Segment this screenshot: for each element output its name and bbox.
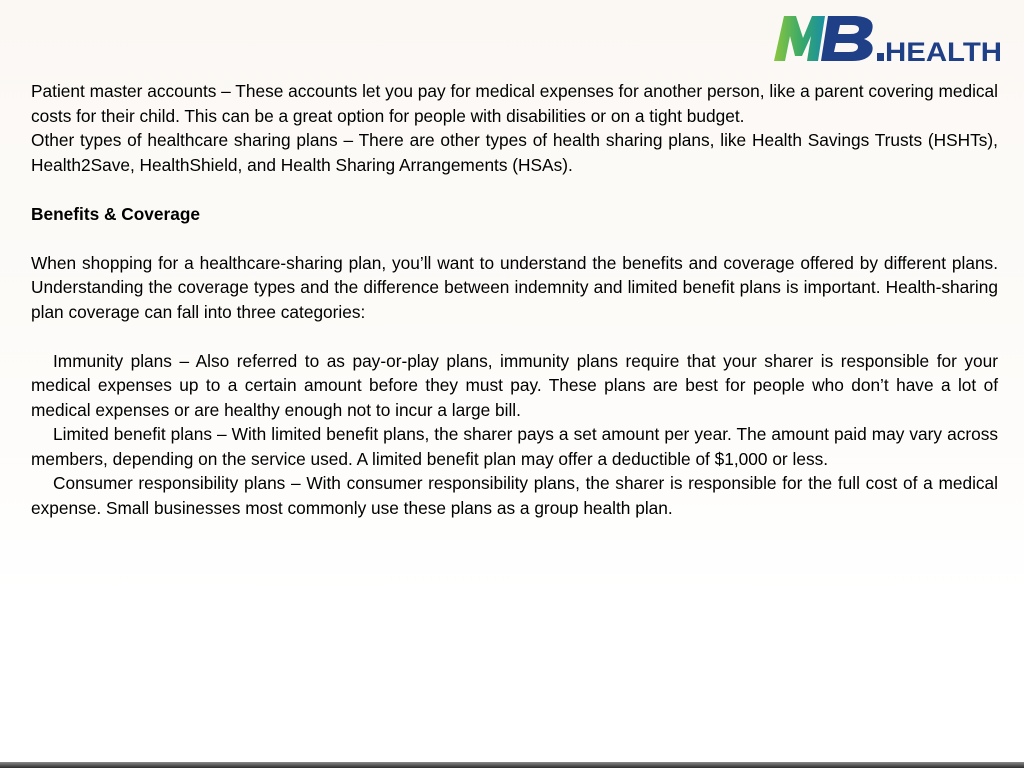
- spacer: [31, 324, 998, 349]
- paragraph-patient-master-accounts: Patient master accounts – These accounts let you pay for medical expenses for another person, like a parent covering medical costs for their child. This can be a great option for people with disabilities or on a tight budget.: [31, 81, 998, 126]
- section-heading: Benefits & Coverage: [31, 203, 201, 224]
- svg-text:HEALTH: HEALTH: [885, 37, 1002, 66]
- paragraph-immunity-plans: Immunity plans – Also referred to as pay-or-play plans, immunity plans require that your sharer is responsible for your medical expenses up to a certain amount before they must pay. These plans are best for people who don’t have a lot of medical expenses or are healthy enough not to incur a large bill.: [31, 350, 998, 420]
- slide-bottom-border: [0, 762, 1024, 768]
- paragraph-consumer-responsibility-plans: Consumer responsibility plans – With consumer responsibility plans, the sharer is responsible for the full cost of a medical expense. Small businesses most commonly use these plans as a group health plan.: [31, 473, 998, 518]
- logo-mark-icon: [772, 12, 1004, 66]
- spacer: [31, 226, 998, 251]
- spacer: [31, 177, 998, 202]
- document-body: [31, 79, 998, 520]
- paragraph-limited-benefit-plans: Limited benefit plans – With limited benefit plans, the sharer pays a set amount per year. The amount paid may vary across members, depending on the service used. A limited benefit plan may offer a deductible of $1,000 or less.: [31, 424, 998, 469]
- mb-health-logo: [772, 12, 1004, 66]
- paragraph-other-healthcare-sharing-plans: Other types of healthcare sharing plans – There are other types of health sharing plans, like Health Savings Trusts (HSHTs), Health2Save, HealthShield, and Health Sharing Arrangements (HSAs).: [31, 130, 998, 175]
- paragraph-coverage-intro: When shopping for a healthcare-sharing plan, you’ll want to understand the benefits and coverage offered by different plans. Understanding the coverage types and the difference between indemnity and limited benefit plans is important. Health-sharing plan coverage can fall into three categories:: [31, 252, 998, 322]
